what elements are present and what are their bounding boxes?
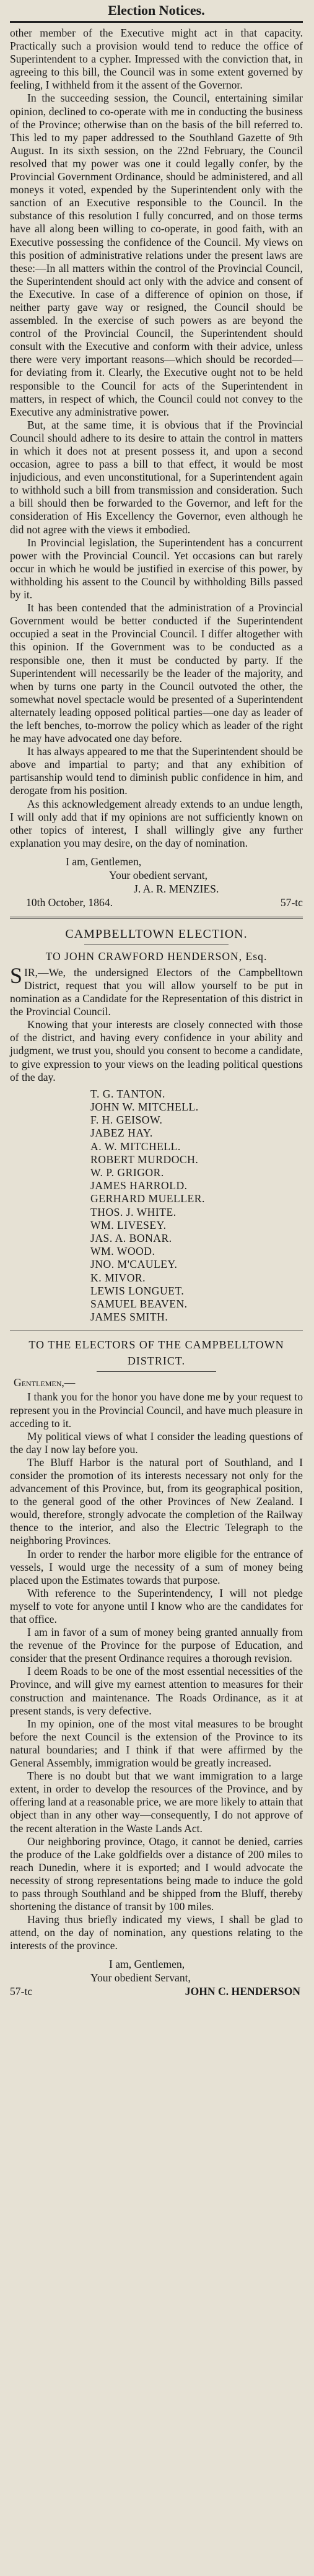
menzies-notice [10, 27, 303, 909]
signer-name: LEWIS LONGUET. [90, 1284, 185, 1297]
section-title: CAMPBELLTOWN ELECTION. [65, 927, 248, 941]
reply-paragraph: I am in favor of a sum of money being granted annually from the revenue of the Province for the purpose of Education, and consider that the present Ordinance requires a thorough revision. [10, 1626, 303, 1665]
signature-line [10, 1984, 303, 1998]
notice-paragraph: As this acknowledgement already extends to an undue length, I will only add that if my opinions are not sufficiently known on other topics of interest, I shall willingly give any further explanation you may desire, on the day of nomination. [10, 797, 303, 849]
reply-paragraph: My political views of what I consider the leading questions of the day I now lay before you. [10, 1430, 303, 1456]
notice-paragraph: It has been contended that the administration of a Provincial Government would be better conducted if the Superintendent occupied a seat in the Provincial Council. I differ altogether with this opinion. If the Government was to be conducted as a responsible one, then it must be conducted by party. If the Superintendent will necessarily be the leader of the majority, and when by turns one party in the Council outvoted the other, the somewhat novel spectacle would be presented of a Superintendent alternately leading opposed political parties—one day as leader of the left benches, to-morrow the policy which as leader of the right he may have advocated one day before. [10, 601, 303, 745]
reply-paragraph: I thank you for the honor you have done me by your request to represent you in the Provincial Council, and have much pleasure in acceding to it. [10, 1391, 303, 1430]
signer-name: WM. LIVESEY. [90, 1218, 167, 1231]
reply-paragraph: There is no doubt but that we want immigration to a large extent, in order to develop the resources of the Province, and by offering land at a reasonable price, we are more likely to attain that object than in any other way—consequently, I do not approve of the recent alteration in the Waste Lands Act. [10, 1770, 303, 1835]
signer-name: JAS. A. BONAR. [90, 1231, 172, 1244]
signoff-greeting: I am, Gentlemen, [66, 855, 142, 868]
salutation: Gentlemen,— [14, 1376, 76, 1389]
section-divider [10, 917, 303, 919]
signers-list [10, 1088, 303, 1324]
reply-paragraph: In my opinion, one of the most vital measures to be brought before the next Council is the extension of the Province to its natural boundaries; and I think if that were affirmed by the General Assembly, immigration would be greatly increased. [10, 1717, 303, 1770]
reply-paragraph: Having thus briefly indicated my views, I shall be glad to attend, on the day of nomination, any questions relating to the interests of the province. [10, 1913, 303, 1952]
signer-name: JABEZ HAY. [90, 1127, 153, 1140]
notice-ref: 57-tc [10, 1985, 33, 1998]
requisition-notice [10, 926, 303, 1324]
signer-name: W. P. GRIGOR. [90, 1166, 164, 1179]
notice-paragraph: In the succeeding session, the Council, entertaining similar opinion, declined to co-operate with me in conducting the business of the Province; otherwise than on the basis of the bill referred to. This led to my paper addressed to the Southland Gazette of 9th August. In its sixth session, on the 22nd February, the Council resolved that my power was one it could legally confer, by the Provincial Government Ordinance, should be administered, and all moneys it voted, expended by the Superintendent only with the sanction of an Executive responsible to the Council. In the substance of this resolution I fully concurred, and on those terms have all along been willing to co-operate, in good faith, with an Executive possessing the confidence of the Council. My views on this position of administrative relations under the present laws are these:—In all matters within the control of the Provincial Council, the Superintendent should act only with the advice and consent of the Executive. In case of a difference of opinion on those, if neither party gave way or resigned, the Council should be assembled. In the exercise of such powers as are beyond the control of the Provincial Council, the Superintendent should consult with the Executive and conform with their advice, unless there were very important reasons—which should be recorded—for deviating from it. Clearly, the Executive ought not to be held responsible to the Council for acts of the Superintendent in matters, in respect of which, the Council could not convey to the Executive any administrative power. [10, 92, 303, 418]
reply-paragraph: Our neighboring province, Otago, it cannot be denied, carries the produce of the Lake goldfields over a distance of 200 miles to reach Dunedin, where it is exported; and I would advocate the necessity of strong representations being made to induce the gold to pass through Southland and be shipped from the Bluff, thereby shortening the distance of transit by 100 miles. [10, 1835, 303, 1913]
section-title: TO THE ELECTORS OF THE CAMPBELLTOWN DISTRICT. [28, 1338, 284, 1368]
notice-paragraph: other member of the Executive might act in that capacity. Practically such a provision would tend to reduce the office of Superintendent to a cypher. Impressed with the conviction that, in agreeing to this bill, the Council was in some extent governed by feeling, I withheld from it the assent of the Governor. [10, 27, 303, 92]
signer-name: JOHN W. MITCHELL. [90, 1100, 199, 1113]
signer-name: ROBERT MURDOCH. [90, 1153, 199, 1166]
requisition-paragraph: Knowing that your interests are closely connected with those of the district, and having every confidence in your ability and judgment, we trust you, should you consent to become a candidate, to give expression to your views on the leading political questions of the day. [10, 1018, 303, 1083]
notice-paragraph: In Provincial legislation, the Superintendent has a concurrent power with the Provincial Council. Yet occasions can but rarely occur in which he would be justified in exercise of this power, by withholding his assent to the Council by withholding Bills passed by it. [10, 536, 303, 601]
notice-ref: 57-tc [280, 896, 303, 909]
signoff-greeting: I am, Gentlemen, [109, 1958, 185, 1971]
signer-name: SAMUEL BEAVEN. [90, 1298, 188, 1310]
header-divider [10, 21, 303, 23]
signer-name: K. MIVOR. [90, 1271, 146, 1284]
signer-name: WM. WOOD. [90, 1245, 155, 1258]
signer-name: JAMES HARROLD. [90, 1179, 188, 1192]
notice-date: 10th October, 1864. [26, 896, 113, 909]
requisition-paragraph: SIR,—We, the undersigned Electors of the Campbelltown District, request that you will allow yourself to be put in nomination as a Candidate for the Representation of this district in the Provincial Council. [10, 963, 303, 1018]
signoff-closing: Your obedient Servant, [90, 1971, 191, 1984]
addressee: TO JOHN CRAWFORD HENDERSON, Esq. [45, 950, 268, 963]
drop-cap: S [10, 963, 23, 988]
signer-name: A. W. MITCHELL. [90, 1140, 181, 1153]
page-title: Election Notices. [108, 2, 205, 18]
reply-paragraph: In order to render the harbor more eligible for the entrance of vessels, I would urge the necessity of a sum of money being placed upon the Estimates towards that purpose. [10, 1547, 303, 1586]
signer-name: THOS. J. WHITE. [90, 1205, 177, 1218]
signoff-name: JOHN C. HENDERSON [185, 1985, 300, 1998]
signer-name: T. G. TANTON. [90, 1087, 165, 1100]
henderson-reply [10, 1337, 303, 1998]
signoff-closing: Your obedient servant, [109, 868, 207, 881]
dateline [10, 896, 303, 909]
signer-name: GERHARD MUELLER. [90, 1192, 205, 1205]
notice-paragraph: It has always appeared to me that the Superintendent should be above and impartial to party; and that any exhibition of partisanship would tend to diminish public confidence in him, and derogate from his position. [10, 745, 303, 797]
reply-paragraph: The Bluff Harbor is the natural port of Southland, and I consider the promotion of its interests necessary not only for the advancement of this Province, but, from its geographical position, to the general good of the other Provinces of New Zealand. I would, therefore, strongly advocate the completion of the Railway thence to the interior, and also the Electric Telegraph to the neighboring Provinces. [10, 1456, 303, 1547]
signoff-name: J. A. R. MENZIES. [134, 882, 219, 895]
title-divider [97, 1371, 216, 1372]
signer-name: JAMES SMITH. [90, 1311, 168, 1324]
notice-paragraph: But, at the same time, it is obvious that if the Provincial Council should adhere to its desire to attain the control in matters in which it does not at present possess it, and upon a second occasion, agree to pass a bill to that effect, it would be most injudicious, and even unconstitutional, for a Superintendent again to withhold such a bill from transmission and consideration. Such a bill should then be forwarded to the Governor, and left for the consideration of His Excellency the Governor, even although he did not agree with the views it embodied. [10, 418, 303, 536]
signer-name: JNO. M'CAULEY. [90, 1258, 178, 1271]
reply-paragraph: I deem Roads to be one of the most essential necessities of the Province, and will give my earnest attention to measures for their construction and maintenance. The Roads Ordinance, as it at present stands, is very defective. [10, 1665, 303, 1717]
reply-paragraph: With reference to the Superintendency, I will not pledge myself to vote for anyone until I know who are the candidates for that office. [10, 1586, 303, 1625]
signer-name: F. H. GEISOW. [90, 1114, 163, 1127]
